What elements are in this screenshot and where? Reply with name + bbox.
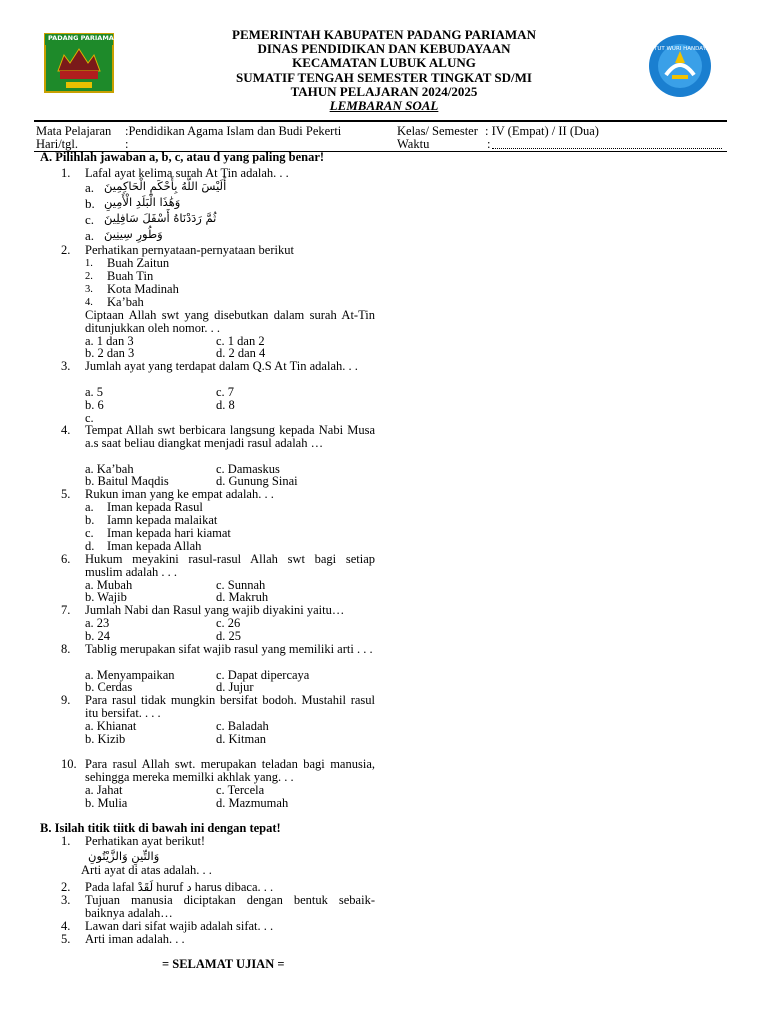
q1-option-a-label: a. — [85, 180, 95, 195]
q7-option-d: d. 25 — [216, 629, 241, 643]
q3-option-c: c. 7 — [216, 385, 235, 399]
q1-option-c-label: c. — [85, 212, 95, 227]
q5-list-b-num: b. — [85, 513, 95, 527]
q5-list-c-num: c. — [85, 526, 94, 540]
header-divider — [34, 120, 727, 122]
q2-list-4: Ka’bah — [107, 295, 144, 309]
b-q1-number: 1. — [61, 834, 71, 848]
q10-option-a: a. Jahat — [85, 783, 123, 797]
q3-option-b: b. 6 — [85, 398, 104, 412]
q1-number: 1. — [61, 166, 71, 180]
kelas-value: : IV (Empat) / II (Dua) — [485, 124, 599, 138]
q8-option-c: c. Dapat dipercaya — [216, 668, 310, 682]
q8-number: 8. — [61, 642, 71, 656]
b-q1-text-2: Arti ayat di atas adalah. . . — [81, 863, 212, 877]
header-line-5: TAHUN PELAJARAN 2024/2025 — [290, 83, 478, 99]
q1-text: Lafal ayat kelima surah At Tin adalah. . . — [85, 166, 289, 180]
q2-option-d: d. 2 dan 4 — [216, 346, 266, 360]
q8-option-b: b. Cerdas — [85, 680, 133, 694]
q7-number: 7. — [61, 603, 71, 617]
q3-option-a: a. 5 — [85, 385, 104, 399]
q5-list-c: Iman kepada hari kiamat — [107, 526, 231, 540]
q2-list-2-num: 2. — [85, 271, 93, 282]
q4-option-a: a. Ka’bah — [85, 462, 134, 476]
q9-option-b: b. Kizib — [85, 732, 126, 746]
kelas-label: Kelas/ Semester — [397, 124, 478, 138]
b-q2-pre: Pada lafal — [85, 880, 135, 894]
b-q2-mid: huruf — [156, 880, 184, 894]
waktu-label: Waktu — [397, 137, 430, 151]
q3-option-d: d. 8 — [216, 398, 235, 412]
q2-list-1-num: 1. — [85, 258, 93, 269]
b-q2-number: 2. — [61, 880, 71, 894]
q5-list-a: Iman kepada Rasul — [107, 500, 203, 514]
q2-list-3-num: 3. — [85, 284, 93, 295]
q4-option-c: c. Damaskus — [216, 462, 280, 476]
q10-option-c: c. Tercela — [216, 783, 265, 797]
q1-option-a-arabic: أَلَيْسَ اللَّهُ بِأَحْكَمِ الْحَاكِمِينَ — [104, 179, 227, 193]
document-header — [140, 28, 628, 113]
hari-label: Hari/tgl. — [36, 137, 79, 151]
waktu-blank-line — [492, 148, 722, 149]
q2-option-b: b. 2 dan 3 — [85, 346, 135, 360]
q5-list-b: Iamn kepada malaikat — [107, 513, 218, 527]
q4-option-b: b. Baitul Maqdis — [85, 474, 169, 488]
q7-option-a: a. 23 — [85, 616, 110, 630]
q3-number: 3. — [61, 359, 71, 373]
q2-list-2: Buah Tin — [107, 269, 154, 283]
q5-list-a-num: a. — [85, 500, 94, 514]
mapel-value: :Pendidikan Agama Islam dan Budi Pekerti — [125, 124, 342, 138]
q2-list-3: Kota Madinah — [107, 282, 179, 296]
b-q4-text: Lawan dari sifat wajib adalah sifat. . . — [85, 919, 274, 933]
q2-option-c: c. 1 dan 2 — [216, 334, 265, 348]
b-q2-post: harus dibaca. . . — [194, 880, 274, 894]
q5-number: 5. — [61, 487, 71, 501]
q6-text: Hukum meyakini rasul-rasul Allah swt bagi setiap muslim adalah . . . — [85, 552, 375, 579]
q5-text: Rukun iman yang ke empat adalah. . . — [85, 487, 274, 501]
q7-option-b: b. 24 — [85, 629, 110, 643]
q2-number: 2. — [61, 243, 71, 257]
mapel-label: Mata Pelajaran — [36, 124, 112, 138]
q2-text-2: Ciptaan Allah swt yang disebutkan dalam surah At-Tin ditunjukkan oleh nomor. . . — [85, 308, 375, 335]
q6-option-b: b. Wajib — [85, 590, 127, 604]
q10-text: Para rasul Allah swt. merupakan teladan bagi manusia, sehingga mereka memilki akhlak yang. . . — [85, 757, 375, 784]
q1-option-c-arabic: ثُمَّ رَدَدْنَاهُ أَسْفَلَ سَافِلِينَ — [104, 211, 217, 225]
q2-text: Perhatikan pernyataan-pernyataan berikut — [85, 243, 294, 257]
logo-right-text: TUT WURI HANDAYANI — [654, 46, 716, 52]
b-q2-arabic-1: لَقَدْ — [137, 880, 154, 894]
b-q1-arabic: وَالتِّينِ وَالزَّيْتُونِ — [88, 849, 160, 863]
q6-option-a: a. Mubah — [85, 578, 133, 592]
section-b-title: B. Isilah titik tiitk di bawah ini dengan tepat! — [40, 821, 281, 835]
b-q3-number: 3. — [61, 893, 71, 907]
q1-option-d-arabic: وَطُورِ سِينِينَ — [104, 227, 163, 241]
waktu-value: : — [487, 137, 491, 151]
q10-number: 10. — [61, 757, 77, 771]
header-line-1: PEMERINTAH KABUPATEN PADANG PARIAMAN — [232, 27, 536, 42]
q4-option-d: d. Gunung Sinai — [216, 474, 298, 488]
q9-number: 9. — [61, 693, 71, 707]
q5-list-d-num: d. — [85, 539, 95, 553]
q6-number: 6. — [61, 552, 71, 566]
q1-option-d-label: a. — [85, 228, 95, 243]
q3-extra: c. — [85, 411, 94, 425]
q6-option-c: c. Sunnah — [216, 578, 266, 592]
q8-text: Tablig merupakan sifat wajib rasul yang memiliki arti . . . — [85, 642, 373, 656]
q4-number: 4. — [61, 423, 71, 437]
section-a-title: A. Pilihlah jawaban a, b, c, atau d yang paling benar! — [40, 150, 325, 164]
q2-option-a: a. 1 dan 3 — [85, 334, 134, 348]
q8-option-a: a. Menyampaikan — [85, 668, 175, 682]
q6-option-d: d. Makruh — [216, 590, 269, 604]
q2-list-1: Buah Zaitun — [107, 256, 170, 270]
q7-option-c: c. 26 — [216, 616, 241, 630]
b-q5-text: Arti iman adalah. . . — [85, 932, 185, 946]
closing-text: = SELAMAT UJIAN = — [162, 957, 285, 971]
q10-option-b: b. Mulia — [85, 796, 128, 810]
header-line-6: LEMBARAN SOAL — [329, 98, 439, 114]
q5-list-d: Iman kepada Allah — [107, 539, 202, 553]
header-line-3: KECAMATAN LUBUK ALUNG — [292, 55, 476, 71]
q1-option-b-label: b. — [85, 196, 95, 211]
q9-option-c: c. Baladah — [216, 719, 269, 733]
q3-text: Jumlah ayat yang terdapat dalam Q.S At Tin adalah. . . — [85, 359, 358, 373]
header-line-2: DINAS PENDIDIKAN DAN KEBUDAYAAN — [257, 41, 511, 57]
padang-pariaman-logo — [44, 33, 120, 93]
b-q4-number: 4. — [61, 919, 71, 933]
logo-left-text: PADANG PARIAMAN — [48, 34, 120, 42]
q9-option-d: d. Kitman — [216, 732, 266, 746]
q4-text: Tempat Allah swt berbicara langsung kepada Nabi Musa a.s saat beliau diangkat menjadi rasul adalah … — [85, 423, 375, 450]
q7-text: Jumlah Nabi dan Rasul yang wajib diyakini yaitu… — [85, 603, 345, 617]
b-q5-number: 5. — [61, 932, 71, 946]
q2-list-4-num: 4. — [85, 297, 93, 308]
q9-option-a: a. Khianat — [85, 719, 137, 733]
q1-option-b-arabic: وَهَٰذَا الْبَلَدِ الْأَمِينِ — [104, 195, 181, 209]
q9-text: Para rasul tidak mungkin bersifat bodoh. Mustahil rasul itu bersifat. . . . — [85, 693, 375, 720]
hari-value: : — [125, 137, 129, 151]
q10-option-d: d. Mazmumah — [216, 796, 289, 810]
header-line-4: SUMATIF TENGAH SEMESTER TINGKAT SD/MI — [236, 69, 532, 85]
b-q1-text: Perhatikan ayat berikut! — [85, 834, 206, 848]
tut-wuri-handayani-logo — [646, 33, 714, 99]
b-q3-text: Tujuan manusia diciptakan dengan bentuk sebaik-baiknya adalah… — [85, 893, 375, 920]
q8-option-d: d. Jujur — [216, 680, 254, 694]
b-q2-arabic-2: د — [186, 880, 192, 894]
